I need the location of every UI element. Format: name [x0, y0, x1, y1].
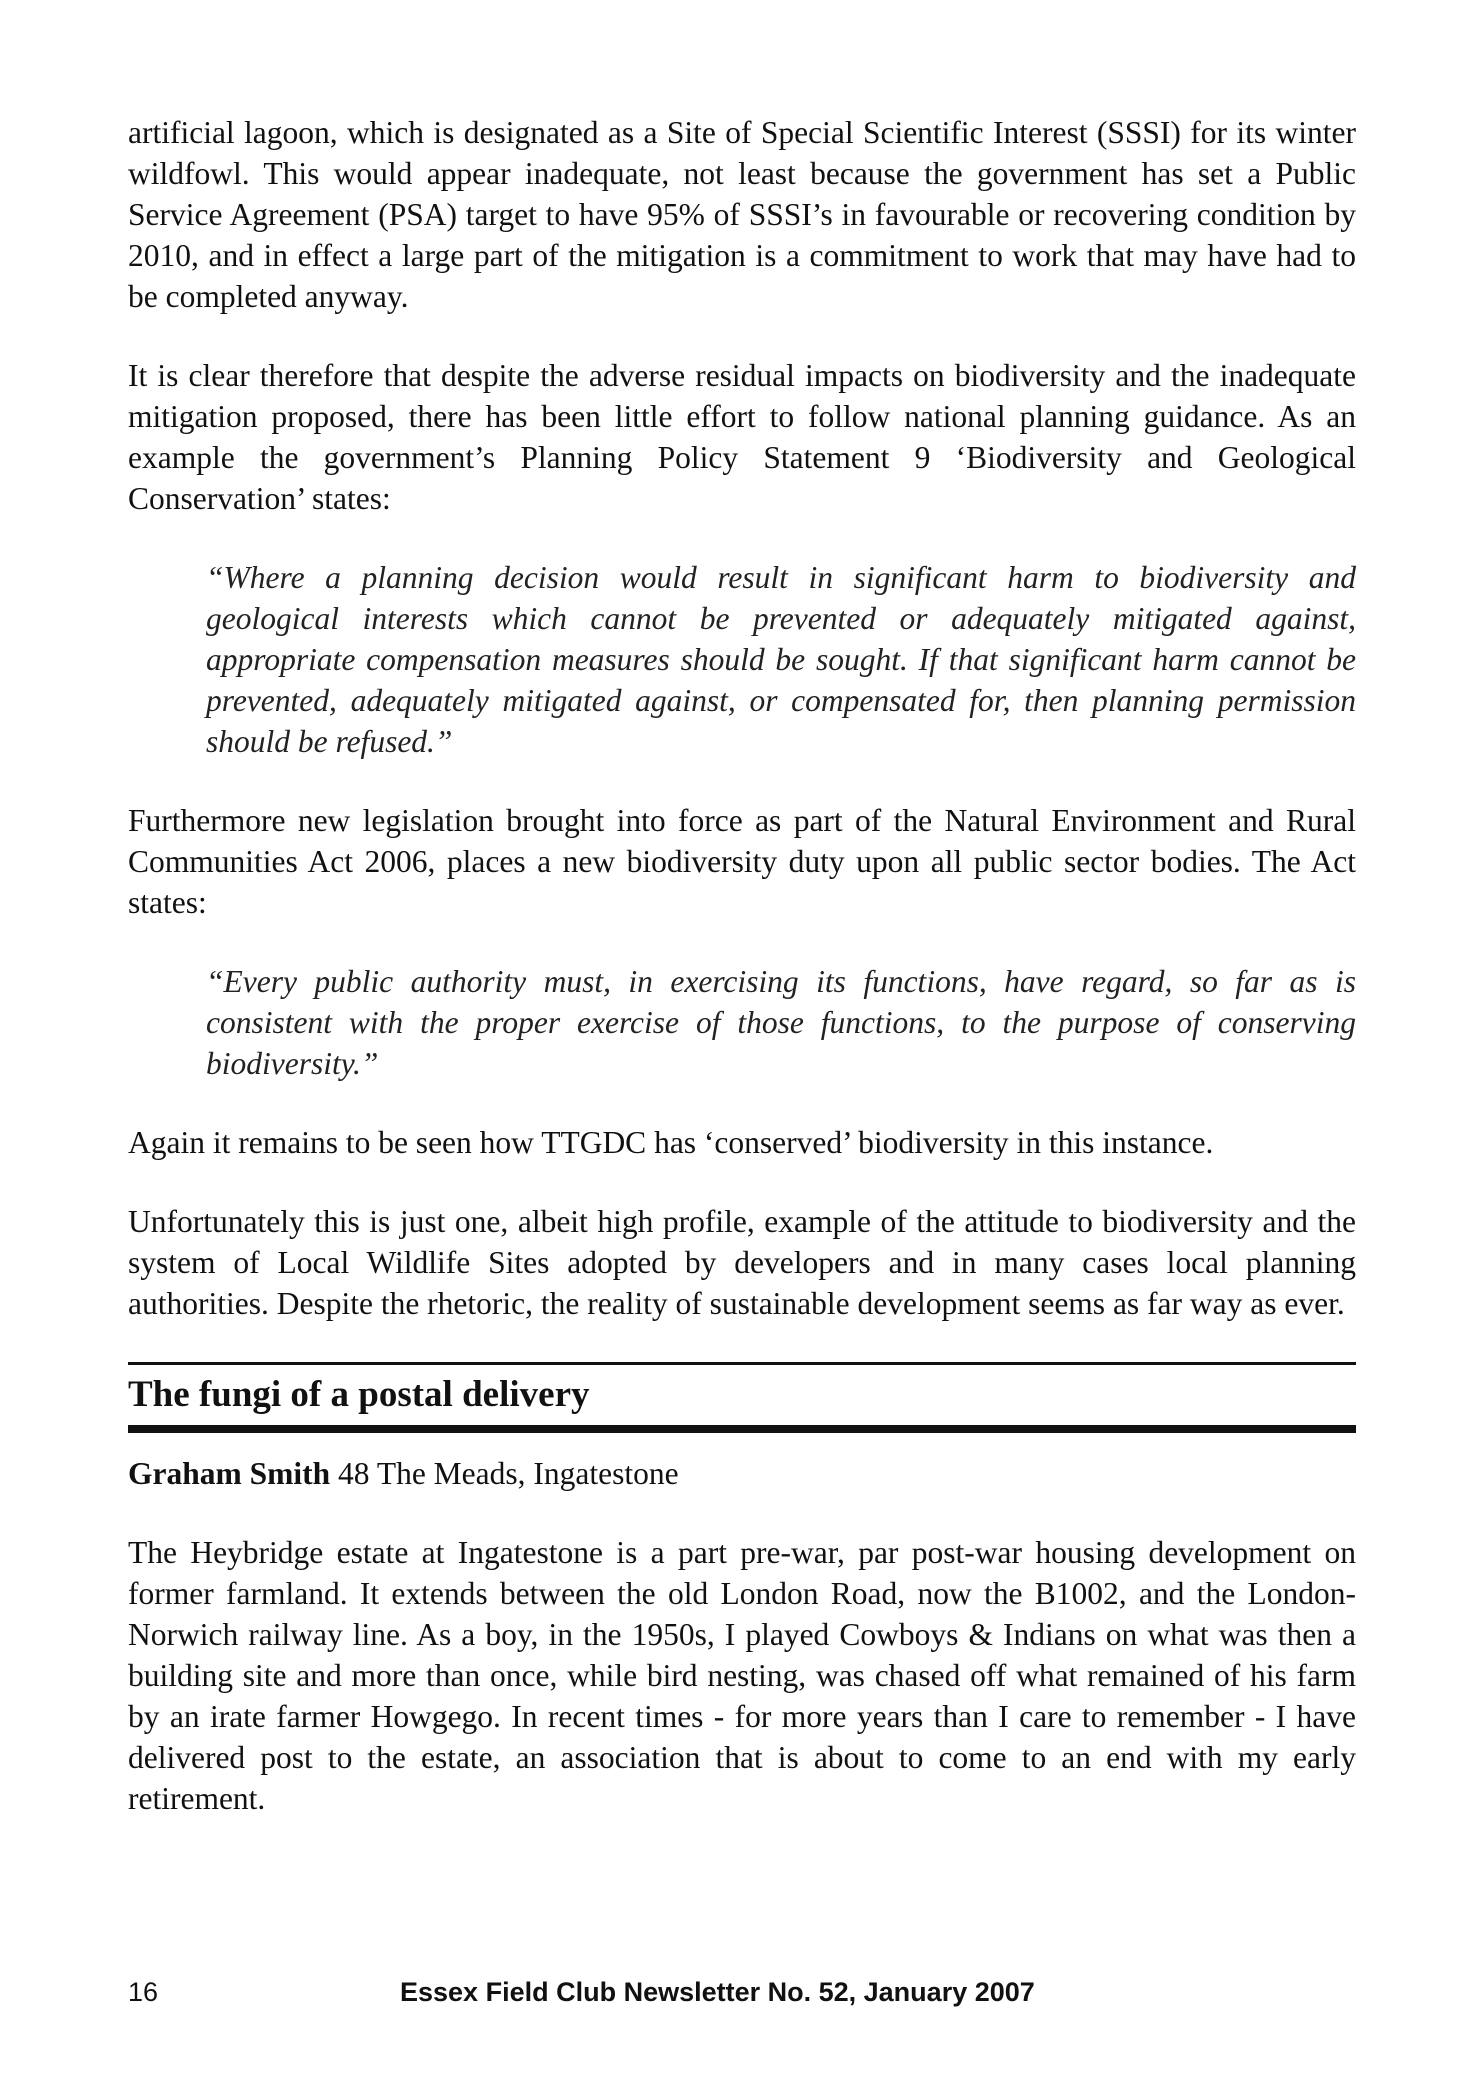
- paragraph-lagoon: artificial lagoon, which is designated as a Site of Special Scientific Interest (SSSI) for its winter wildfowl. This would appear inadequate, not least because the government has set a Public Service Agreement (PSA) target to have 95% of SSSI’s in favourable or recovering condition by 2010, and in effect a large part of the mitigation is a commitment to work that may have had to be completed anyway.: [128, 115, 1356, 314]
- page-content: [128, 112, 1356, 1857]
- page-number: 16: [128, 1977, 159, 2007]
- author-address: 48 The Meads, Ingatestone: [330, 1456, 679, 1491]
- article-fungi: [128, 1362, 1356, 1819]
- journal-title: Essex Field Club Newsletter No. 52, January 2007: [400, 1977, 1035, 2007]
- quote-act: “Every public authority must, in exercising its functions, have regard, so far as is consistent with the proper exercise of those functions, to the purpose of conserving biodiversity.”: [206, 964, 1356, 1081]
- paragraph-ttgdc: Again it remains to be seen how TTGDC has ‘conserved’ biodiversity in this instance.: [128, 1125, 1214, 1160]
- paragraph-heybridge: The Heybridge estate at Ingatestone is a part pre-war, par post-war housing development on former farmland. It extends between the old London Road, now the B1002, and the London-Norwich railway line. As a boy, in the 1950s, I played Cowboys & Indians on what was then a building site and more than once, while bird nesting, was chased off what remained of his farm by an irate farmer Howgego. In recent times - for more years than I care to remember - I have delivered post to the estate, an association that is about to come to an end with my early retirement.: [128, 1535, 1356, 1816]
- paragraph-conclusion: Unfortunately this is just one, albeit high profile, example of the attitude to biodiversity and the system of Local Wildlife Sites adopted by developers and in many cases local planning authorities. Despite the rhetoric, the reality of sustainable development seems as far way as ever.: [128, 1204, 1356, 1321]
- page-footer: [128, 1972, 1356, 2012]
- quote-pps9: “Where a planning decision would result in significant harm to biodiversity and geological interests which cannot be prevented or adequately mitigated against, appropriate compensation measures should be sought. If that significant harm cannot be prevented, adequately mitigated against, or compensated for, then planning permission should be refused.”: [206, 560, 1356, 759]
- author-name: Graham Smith: [128, 1456, 331, 1491]
- paragraph-planning-guidance: It is clear therefore that despite the adverse residual impacts on biodiversity and the inadequate mitigation proposed, there has been little effort to follow national planning guidance. As an example the government’s Planning Policy Statement 9 ‘Biodiversity and Geological Conservation’ states:: [128, 358, 1356, 516]
- section-title: The fungi of a postal delivery: [128, 1374, 590, 1415]
- section-rule-bottom: [128, 1425, 1356, 1433]
- paragraph-legislation: Furthermore new legislation brought into force as part of the Natural Environment and Rural Communities Act 2006, places a new biodiversity duty upon all public sector bodies. The Act states:: [128, 803, 1356, 920]
- section-rule-top: [128, 1362, 1356, 1365]
- byline: [128, 1453, 1356, 1494]
